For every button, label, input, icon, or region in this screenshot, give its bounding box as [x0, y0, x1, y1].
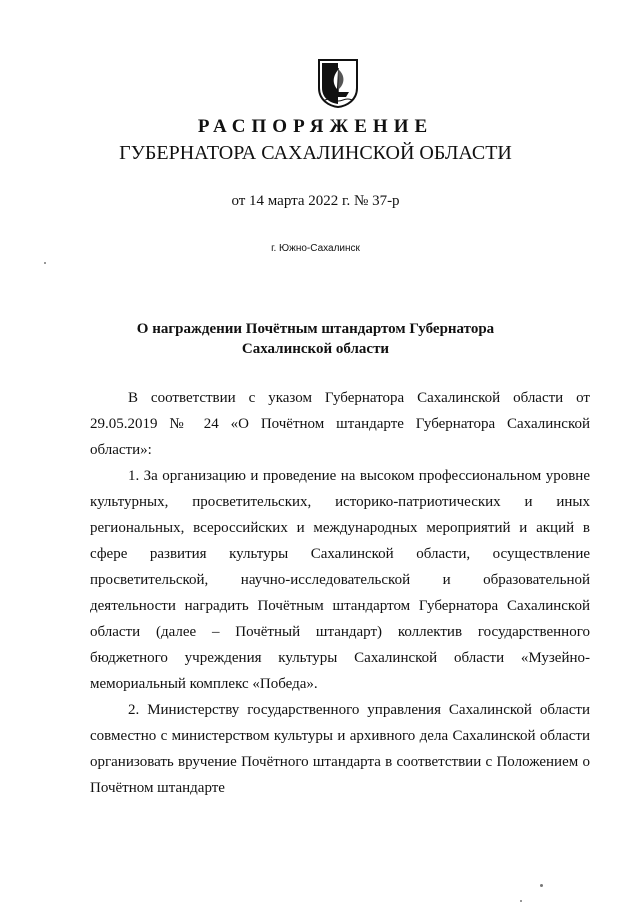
city-name: г. Южно-Сахалинск [271, 243, 360, 254]
document-type: РАСПОРЯЖЕНИЕ [197, 116, 434, 137]
date-and-number: от 14 марта 2022 г. № 37-р [231, 193, 400, 209]
scan-speck [44, 262, 46, 264]
item-1-paragraph: 1. За организацию и проведение на высоком профессиональном уровне культурных, просветительских, историко-патриотических и иных региональных, всероссийских и международных мероприятий и акций в сфере развития культуры Сахалинской области, осуществление просветительской, научно-исследовательской и образовательной деятельности наградить Почётным штандартом Губернатора Сахалинской области (далее – Почётный штандарт) коллектив государственного бюджетного учреждения культуры Сахалинской области «Музейно-мемориальный комплекс «Победа». [90, 468, 590, 692]
item-2-paragraph: 2. Министерству государственного управления Сахалинской области совместно с министерством культуры и архивного дела Сахалинской области организовать вручение Почётного штандарта в соответствии с Положением о Почётном штандарте [90, 702, 590, 796]
scan-speck [520, 900, 522, 902]
document-body [90, 385, 590, 801]
preamble-paragraph: В соответствии с указом Губернатора Сахалинской области от 29.05.2019 № 24 «О Почётном штандарте Губернатора Сахалинской области»: [90, 390, 590, 458]
scan-speck [540, 884, 543, 887]
subject-line-2: Сахалинской области [241, 341, 390, 357]
document-subject [0, 319, 631, 359]
subject-line-1: О награждении Почётным штандартом Губернатора [136, 321, 495, 337]
sakhalin-coat-of-arms-icon [317, 58, 359, 108]
issuer-title: ГУБЕРНАТОРА САХАЛИНСКОЙ ОБЛАСТИ [119, 142, 512, 164]
